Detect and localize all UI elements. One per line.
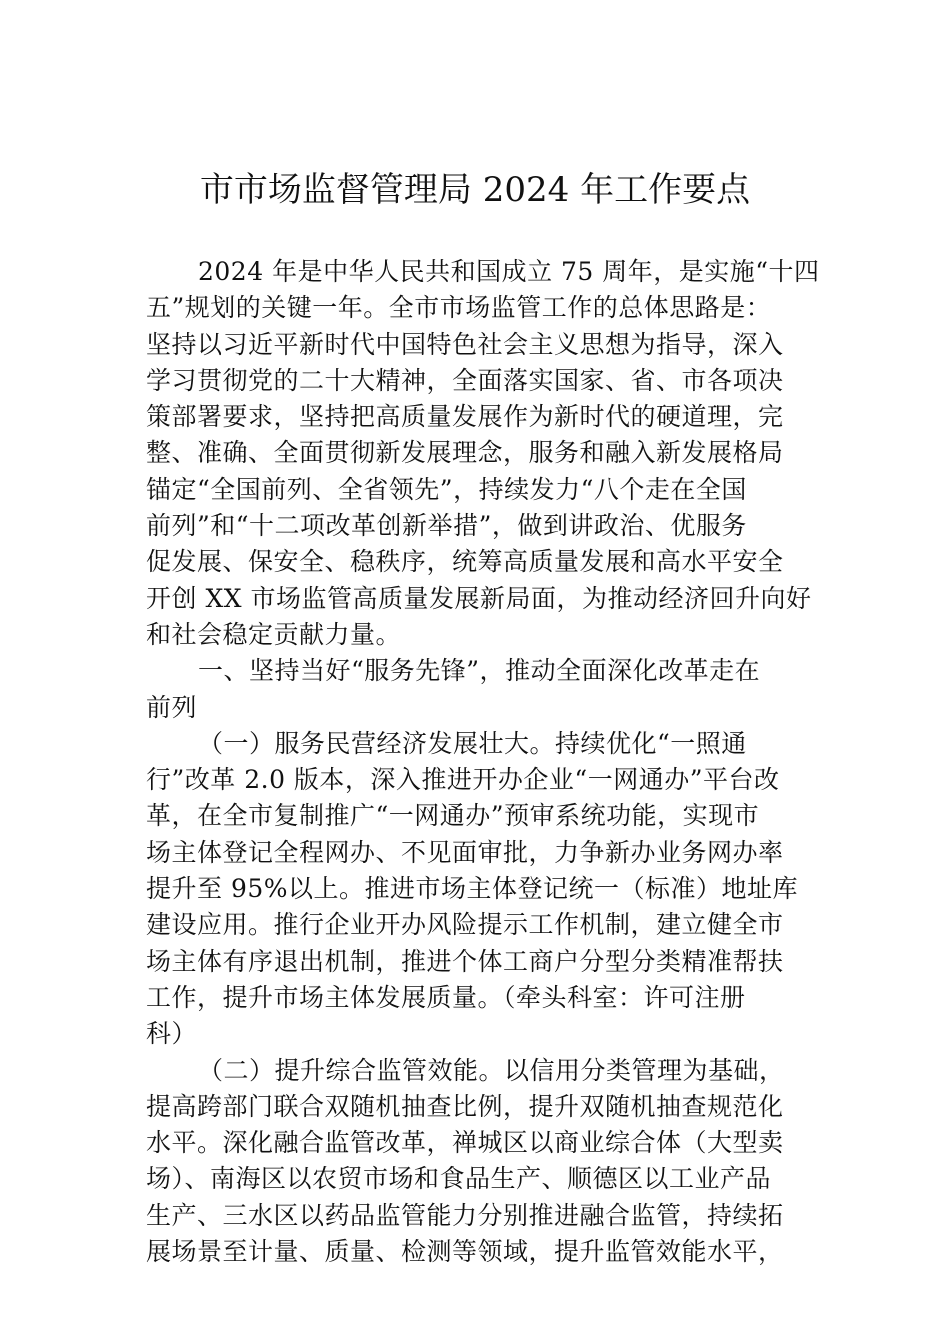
- paragraph-line: 场主体登记全程网办、不见面审批，力争新办业务网办率: [146, 837, 784, 867]
- paragraph-line: 学习贯彻党的二十大精神，全面落实国家、省、市各项决: [146, 365, 784, 395]
- section-heading-line: 一、坚持当好“服务先锋”，推动全面深化改革走在: [198, 656, 761, 686]
- paragraph-line: 展场景至计量、质量、检测等领域，提升监管效能水平，: [146, 1237, 784, 1267]
- paragraph-line: 革，在全市复制推广“一网通办”预审系统功能，实现市: [146, 801, 760, 831]
- paragraph-line: 科）: [146, 1019, 198, 1049]
- document-title: 市市场监督管理局 2024 年工作要点: [199, 170, 751, 210]
- paragraph-line: 工作，提升市场主体发展质量。（牵头科室：许可注册: [146, 982, 746, 1012]
- paragraph-line: 前列”和“十二项改革创新举措”，做到讲政治、优服务: [146, 511, 747, 541]
- paragraph-line: 场）、南海区以农贸市场和食品生产、顺德区以工业产品: [146, 1164, 772, 1194]
- paragraph-line: 促发展、保安全、稳秩序，统筹高质量发展和高水平安全: [146, 547, 784, 577]
- paragraph-line: 水平。深化融合监管改革，禅城区以商业综合体（大型卖: [146, 1128, 784, 1158]
- paragraph-line: 提高跨部门联合双随机抽查比例，提升双随机抽查规范化: [146, 1091, 784, 1121]
- section-heading-line: 前列: [146, 692, 198, 722]
- paragraph-line: 整、准确、全面贯彻新发展理念，服务和融入新发展格局: [146, 438, 784, 468]
- paragraph-line: 和社会稳定贡献力量。: [146, 619, 402, 649]
- paragraph-line: 策部署要求，坚持把高质量发展作为新时代的硬道理，完: [146, 402, 784, 432]
- paragraph-line: 建设应用。推行企业开办风险提示工作机制，建立健全市: [146, 910, 784, 940]
- paragraph-line: 坚持以习近平新时代中国特色社会主义思想为指导，深入: [146, 329, 784, 359]
- paragraph-line: 生产、三水区以药品监管能力分别推进融合监管，持续拓: [146, 1200, 784, 1230]
- paragraph-line: 提升至 95%以上。推进市场主体登记统一（标准）地址库: [146, 874, 799, 904]
- paragraph-line: 2024 年是中华人民共和国成立 75 周年，是实施“十四: [198, 257, 820, 286]
- paragraph-line: 场主体有序退出机制，推进个体工商户分型分类精准帮扶: [146, 946, 784, 976]
- document-body: [146, 254, 820, 1270]
- paragraph-line: 开创 XX 市场监管高质量发展新局面，为推动经济回升向好: [146, 583, 812, 613]
- paragraph-line: （二）提升综合监管效能。以信用分类管理为基础，: [198, 1055, 785, 1085]
- paragraph-line: （一）服务民营经济发展壮大。持续优化“一照通: [198, 728, 747, 758]
- paragraph-line: 行”改革 2.0 版本，深入推进开办企业“一网通办”平台改: [146, 765, 780, 795]
- paragraph-line: 五”规划的关键一年。全市市场监管工作的总体思路是：: [146, 293, 772, 323]
- paragraph-line: 锚定“全国前列、全省领先”，持续发力“八个走在全国: [146, 474, 747, 504]
